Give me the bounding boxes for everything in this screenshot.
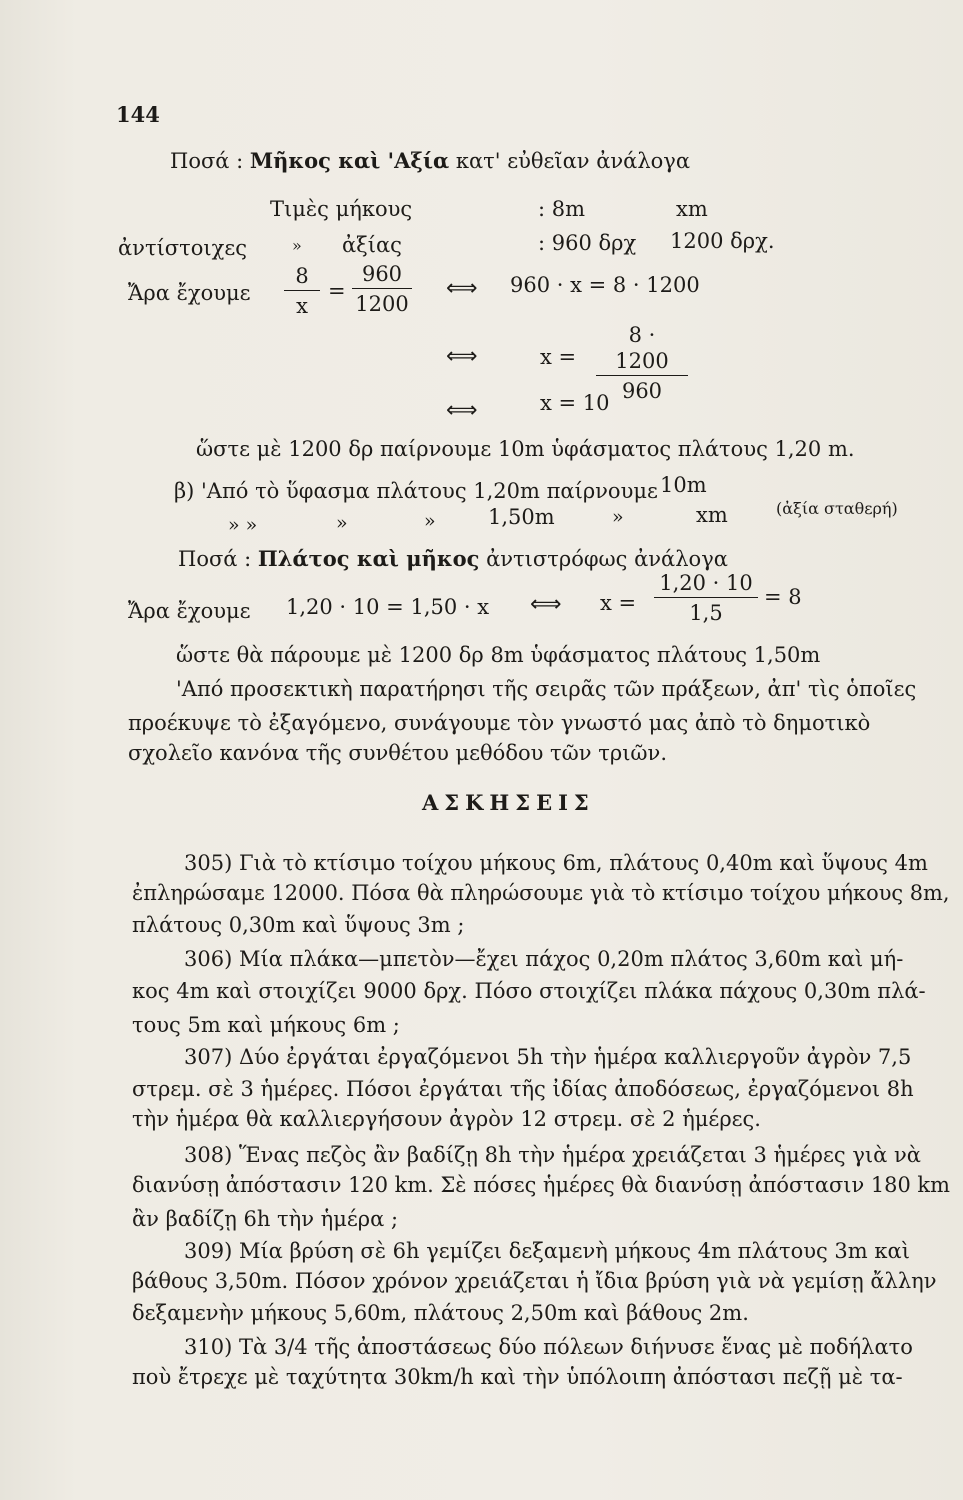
table1-row1-a: : 8m xyxy=(538,197,586,221)
page-number: 144 xyxy=(116,102,160,127)
calc2-lead: Ἄρα ἔχουμε xyxy=(128,599,251,623)
calc2-arrow: ⟺ xyxy=(530,592,562,617)
paragraph-line-1: ὥστε θὰ πάρουμε μὲ 1200 δρ 8m ὑφάσματος πλάτους 1,50m xyxy=(176,643,821,667)
calc1-lead: Ἄρα ἔχουμε xyxy=(128,281,251,305)
text-line-3-ditto-a: » » xyxy=(228,514,258,536)
text-line-3-ditto-c: » xyxy=(424,510,436,532)
text-line-3-note: (ἀξία σταθερή) xyxy=(776,499,898,518)
calc1-fraction-a: $\frac{8}{x}$ xyxy=(284,263,320,319)
calc2-lhs: x = xyxy=(600,591,637,615)
exercise-line-15: δεξαμενὴν μήκους 5,60m, πλάτους 2,50m καὶ βάθους 2m. xyxy=(132,1301,749,1325)
calc1-step3: x = 10 xyxy=(540,391,610,415)
exercises-title: ΑΣΚΗΣΕΙΣ xyxy=(422,790,595,815)
exercise-line-11: διανύσῃ ἀπόστασιν 120 km. Σὲ πόσες ἡμέρες θὰ διανύσῃ ἀπόστασιν 180 km xyxy=(132,1173,950,1197)
table1-row2-b: 1200 δρχ. xyxy=(670,229,775,253)
exercise-line-12: ἂν βαδίζῃ 6h τὴν ἡμέρα ; xyxy=(132,1207,399,1231)
calc1-equals: = xyxy=(328,279,346,303)
heading-width-length: Ποσά : Πλάτος καὶ μῆκος ἀντιστρόφως ἀνάλογα xyxy=(178,546,728,571)
calc2-result: = 8 xyxy=(764,585,802,609)
text-line-2: β) 'Από τὸ ὕφασμα πλάτους 1,20m παίρνουμε xyxy=(174,479,658,503)
text-line-3-ditto-d: » xyxy=(612,506,624,528)
paragraph-line-2: 'Από προσεκτικὴ παρατήρησι τῆς σειρᾶς τῶν πράξεων, ἀπ' τὶς ὁποῖες xyxy=(176,677,917,701)
calc1-fraction-b: $\frac{960}{1200}$ xyxy=(352,261,412,317)
text-line-1: ὥστε μὲ 1200 δρ παίρνουμε 10m ὑφάσματος πλάτους 1,20 m. xyxy=(196,437,855,461)
exercise-line-6: τους 5m καὶ μήκους 6m ; xyxy=(132,1013,400,1037)
exercise-line-8: στρεμ. σὲ 3 ἡμέρες. Πόσοι ἐργάται τῆς ἰδίας ἀποδόσεως, ἐργαζόμενοι 8h xyxy=(132,1077,914,1101)
exercise-line-17: ποὺ ἔτρεχε μὲ ταχύτητα 30km/h καὶ τὴν ὑπόλοιπη ἀπόστασι πεζῇ μὲ τα- xyxy=(132,1365,903,1389)
paragraph-line-4: σχολεῖο κανόνα τῆς συνθέτου μεθόδου τῶν τριῶν. xyxy=(128,741,667,765)
text-line-2-value: 10m xyxy=(660,473,707,497)
exercise-line-3: πλάτους 0,30m καὶ ὕψους 3m ; xyxy=(132,913,465,937)
calc1-step2-lhs: x = xyxy=(540,345,577,369)
exercise-line-2: ἐπληρώσαμε 12000. Πόσα θὰ πληρώσουμε γιὰ τὸ κτίσιμο τοίχου μήκους 8m, xyxy=(132,881,950,905)
calc1-step1: 960 · x = 8 · 1200 xyxy=(510,273,700,297)
paragraph-line-3: προέκυψε τὸ ἐξαγόμενο, συνάγουμε τὸν γνωστό μας ἀπὸ τὸ δημοτικὸ xyxy=(128,711,871,735)
calc1-step2-fraction: $\frac{8 \cdot 1200}{960}$ xyxy=(596,322,688,404)
text-line-3-ditto-b: » xyxy=(336,512,348,534)
exercise-line-9: τὴν ἡμέρα θὰ καλλιεργήσουν ἀγρὸν 12 στρεμ. σὲ 2 ἡμέρες. xyxy=(132,1107,761,1131)
calc1-arrow-3: ⟺ xyxy=(446,398,478,423)
table1-row2-a: : 960 δρχ xyxy=(538,231,637,255)
exercise-line-5: κος 4m καὶ στοιχίζει 9000 δρχ. Πόσο στοιχίζει πλάκα πάχους 0,30m πλά- xyxy=(132,979,926,1003)
table1-row2-label: ἀξίας xyxy=(342,233,402,257)
text-line-3-unknown: xm xyxy=(696,503,728,527)
table1-row1-b: xm xyxy=(676,197,708,221)
exercise-line-16: 310) Τὰ 3/4 τῆς ἀποστάσεως δύο πόλεων διήνυσε ἕνας μὲ ποδήλατο xyxy=(184,1335,913,1359)
calc1-arrow-1: ⟺ xyxy=(446,276,478,301)
exercise-line-14: βάθους 3,50m. Πόσον χρόνον χρειάζεται ἡ ἴδια βρύση γιὰ νὰ γεμίσῃ ἄλλην xyxy=(132,1269,937,1293)
exercise-line-7: 307) Δύο ἐργάται ἐργαζόμενοι 5h τὴν ἡμέρα καλλιεργοῦν ἀγρὸν 7,5 xyxy=(184,1045,912,1069)
text-line-3-width: 1,50m xyxy=(488,505,555,529)
table1-row2-ditto: » xyxy=(292,236,302,255)
table1-row1-label: Τιμὲς μήκους xyxy=(270,197,413,221)
exercise-line-13: 309) Μία βρύση σὲ 6h γεμίζει δεξαμενὴ μήκους 4m πλάτους 3m καὶ xyxy=(184,1239,910,1263)
calc2-fraction: $\frac{1,20 \cdot 10}{1,5}$ xyxy=(654,570,758,626)
calc2-equation: 1,20 · 10 = 1,50 · x xyxy=(286,595,490,619)
calc1-arrow-2: ⟺ xyxy=(446,344,478,369)
table1-row2-lead: ἀντίστοιχες xyxy=(118,236,247,260)
heading-length-value: Ποσά : Μῆκος καὶ 'Αξία κατ' εὐθεῖαν ἀνάλογα xyxy=(170,148,691,173)
exercise-line-1: 305) Γιὰ τὸ κτίσιμο τοίχου μήκους 6m, πλάτους 0,40m καὶ ὕψους 4m xyxy=(184,851,928,875)
exercise-line-4: 306) Μία πλάκα—μπετὸν—ἔχει πάχος 0,20m πλάτος 3,60m καὶ μή- xyxy=(184,947,904,971)
exercise-line-10: 308) Ἕνας πεζὸς ἂν βαδίζῃ 8h τὴν ἡμέρα χρειάζεται 3 ἡμέρες γιὰ νὰ xyxy=(184,1143,921,1167)
